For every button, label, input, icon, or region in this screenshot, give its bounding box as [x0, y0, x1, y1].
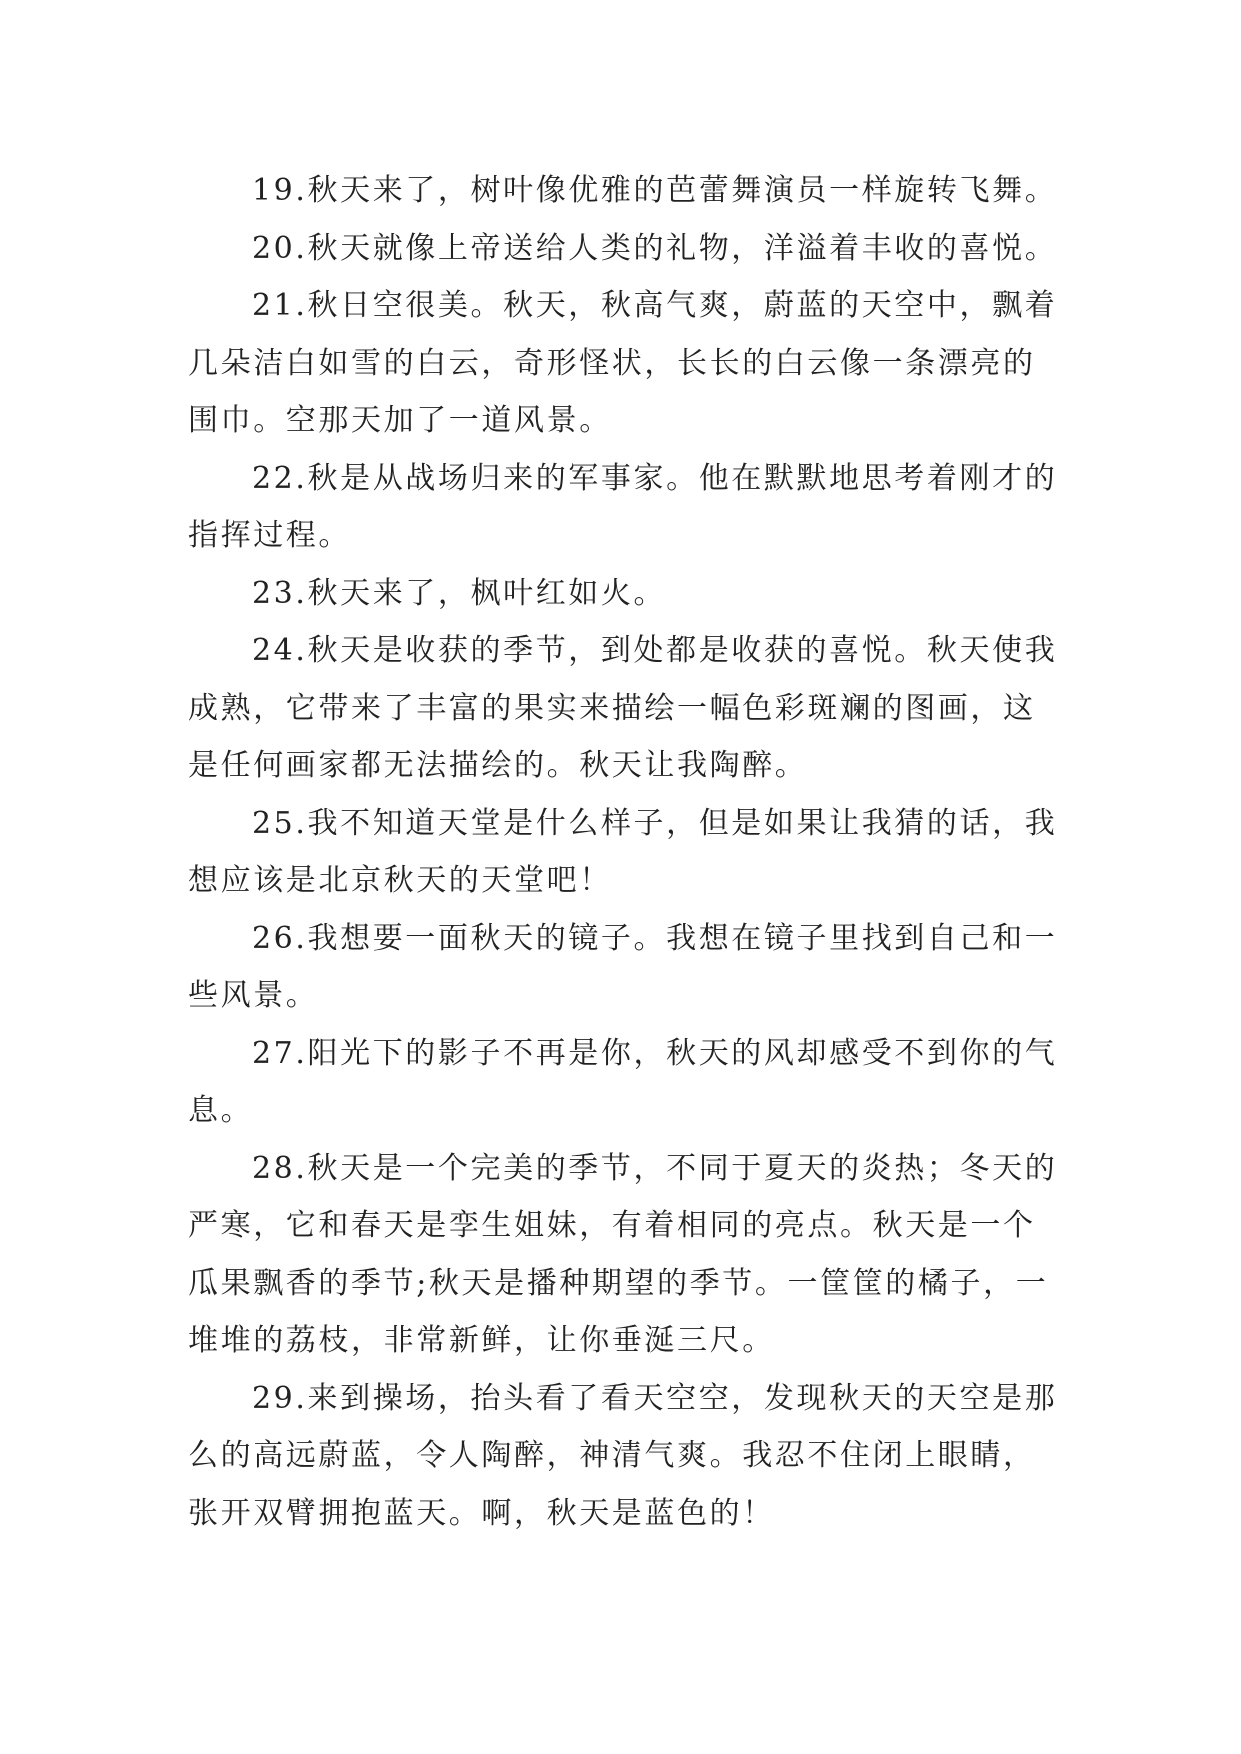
paragraph-21: 21.秋日空很美。秋天，秋高气爽，蔚蓝的天空中，飘着几朵洁白如雪的白云，奇形怪状，长长的白云像一条漂亮的围巾。空那天加了一道风景。: [188, 288, 1058, 438]
paragraph-20: 20.秋天就像上帝送给人类的礼物，洋溢着丰收的喜悦。: [252, 230, 1058, 266]
document-body: [188, 162, 1058, 1542]
paragraph-24: 24.秋天是收获的季节，到处都是收获的喜悦。秋天使我成熟，它带来了丰富的果实来描绘一幅色彩斑斓的图画，这是任何画家都无法描绘的。秋天让我陶醉。: [188, 633, 1058, 783]
paragraph-19: 19.秋天来了，树叶像优雅的芭蕾舞演员一样旋转飞舞。: [252, 173, 1058, 208]
paragraph-23: 23.秋天来了，枫叶红如火。: [252, 575, 667, 611]
paragraph-22: 22.秋是从战场归来的军事家。他在默默地思考着刚才的指挥过程。: [188, 460, 1058, 553]
paragraph-29: 29.来到操场，抬头看了看天空空，发现秋天的天空是那么的高远蔚蓝，令人陶醉，神清气爽。我忍不住闭上眼睛，张开双臂拥抱蓝天。啊，秋天是蓝色的！: [188, 1380, 1058, 1531]
paragraph-28: 28.秋天是一个完美的季节，不同于夏天的炎热；冬天的严寒，它和春天是孪生姐妹，有着相同的亮点。秋天是一个瓜果飘香的季节;秋天是播种期望的季节。一筐筐的橘子，一堆堆的荔枝，非常新鲜，让你垂涎三尺。: [188, 1150, 1058, 1358]
paragraph-25: 25.我不知道天堂是什么样子，但是如果让我猜的话，我想应该是北京秋天的天堂吧！: [188, 805, 1058, 898]
paragraph-26: 26.我想要一面秋天的镜子。我想在镜子里找到自己和一些风景。: [188, 920, 1058, 1013]
paragraph-27: 27.阳光下的影子不再是你，秋天的风却感受不到你的气息。: [188, 1035, 1058, 1128]
